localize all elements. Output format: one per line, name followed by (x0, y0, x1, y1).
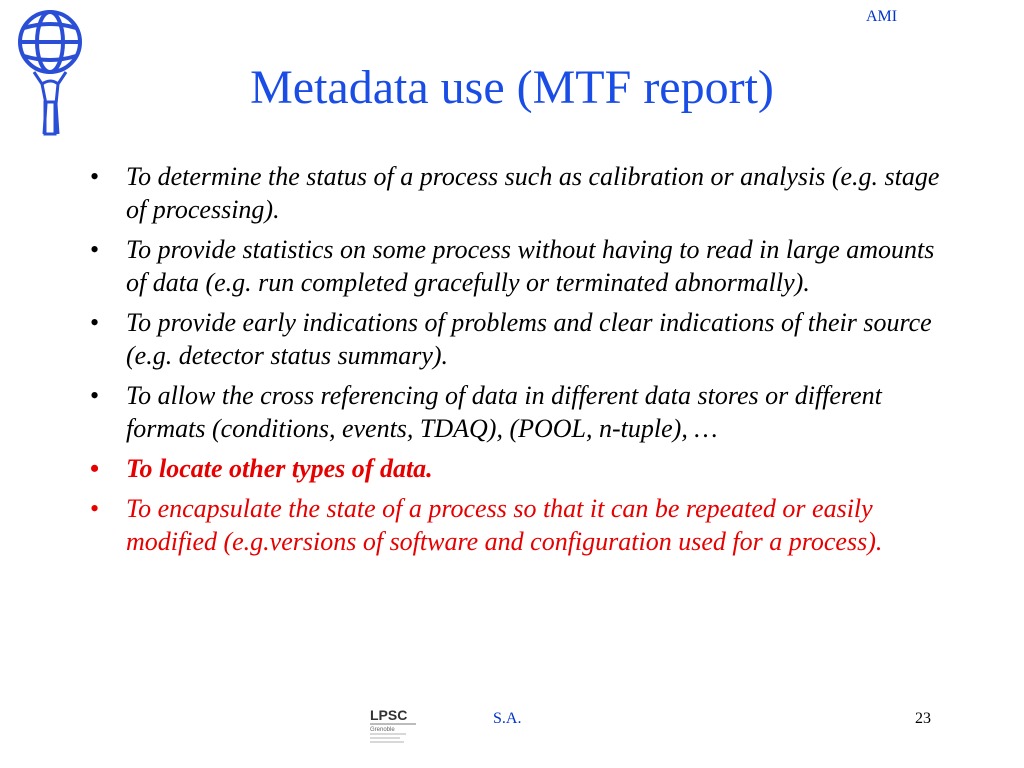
bullet-marker: • (90, 494, 100, 523)
bullet-text: To allow the cross referencing of data in different data stores or different formats (conditions, events, TDAQ), (POOL, n-tuple), … (126, 381, 882, 443)
bullet-marker: • (90, 381, 100, 410)
bullet-item (90, 379, 940, 445)
footer-author: S.A. (493, 710, 522, 727)
bullet-item-highlight (90, 452, 940, 485)
bullet-text: To determine the status of a process such as calibration or analysis (e.g. stage of processing). (126, 162, 940, 224)
bullet-text: To provide statistics on some process without having to read in large amounts of data (e.g. run completed gracefully or terminated abnormally). (126, 235, 935, 297)
bullet-marker: • (90, 454, 100, 483)
header-tag: AMI (866, 8, 898, 25)
bullet-item-highlight (90, 492, 940, 558)
bullet-marker: • (90, 162, 100, 191)
page-number: 23 (915, 710, 931, 727)
svg-text:LPSC: LPSC (370, 707, 408, 723)
bullet-marker: • (90, 235, 100, 264)
svg-text:Grenoble: Grenoble (370, 727, 395, 733)
bullet-text: To encapsulate the state of a process so that it can be repeated or easily modified (e.g.versions of software and configuration used for a process). (126, 494, 883, 556)
bullet-list (90, 160, 940, 565)
slide-title: Metadata use (MTF report) (250, 61, 774, 114)
bullet-item (90, 233, 940, 299)
bullet-text: To locate other types of data. (126, 454, 433, 483)
bullet-item (90, 306, 940, 372)
bullet-text: To provide early indications of problems and clear indications of their source (e.g. detector status summary). (126, 308, 932, 370)
bullet-marker: • (90, 308, 100, 337)
bullet-item (90, 160, 940, 226)
lpsc-logo-icon (366, 704, 420, 746)
